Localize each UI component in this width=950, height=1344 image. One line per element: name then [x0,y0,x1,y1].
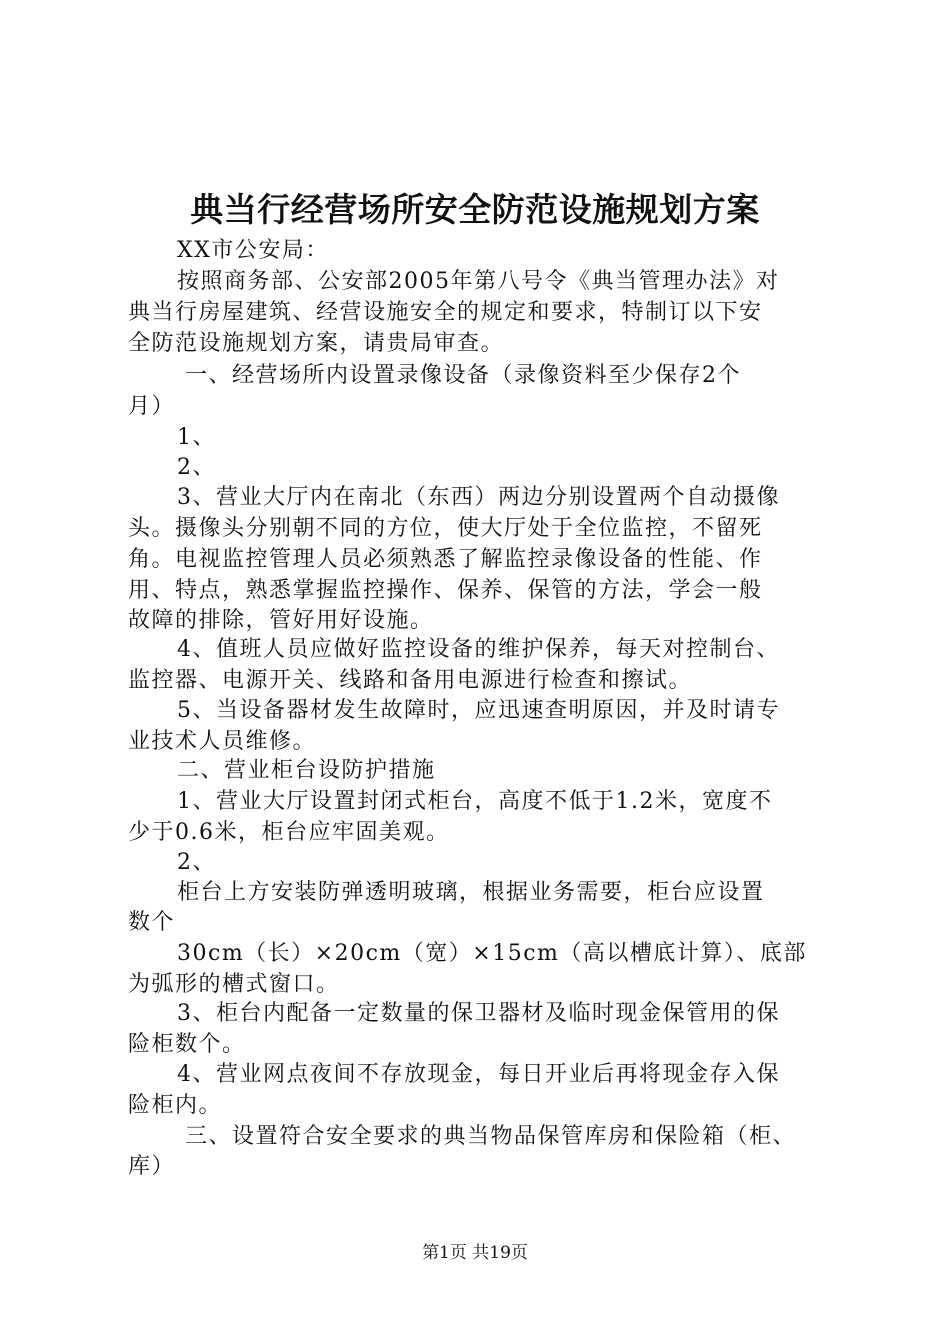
text-line: 1、营业大厅设置封闭式柜台，高度不低于1.2米，宽度不 [177,789,773,814]
text-line: 数个 [128,910,176,935]
text-line: 按照商务部、公安部2005年第八号令《典当管理办法》对 [177,269,780,294]
text-line: 月） [128,394,176,419]
text-line: 头。摄像头分别朝不同的方位，使大厅处于全位监控，不留死 [128,516,763,541]
text-line: 险柜内。 [128,1093,223,1118]
text-line: 故障的排除，管好用好设施。 [128,608,434,633]
text-line: 2、 [177,455,216,480]
text-line: 2、 [177,850,216,875]
text-line: 险柜数个。 [128,1032,246,1057]
document-title: 典当行经营场所安全防范设施规划方案 [190,190,760,229]
text-line: 4、营业网点夜间不存放现金，每日开业后再将现金存入保 [177,1062,780,1087]
text-line: 用、特点，熟悉掌握监控操作、保养、保管的方法，学会一般 [128,578,763,603]
text-line: 二、营业柜台设防护措施 [177,758,436,783]
text-line: 全防范设施规划方案，请贵局审查。 [128,331,505,356]
text-line: 三、设置符合安全要求的典当物品保管库房和保险箱（柜、 [185,1124,797,1149]
text-line: 柜台上方安装防弹透明玻璃，根据业务需要，柜台应设置 [177,880,765,905]
text-line: 4、值班人员应做好监控设备的维护保养，每天对控制台、 [177,637,780,662]
text-line: 角。电视监控管理人员必须熟悉了解监控录像设备的性能、作 [128,547,763,572]
text-line: 一、经营场所内设置录像设备（录像资料至少保存2个 [185,363,741,388]
text-line: 少于0.6米，柜台应牢固美观。 [128,820,450,845]
text-line: 监控器、电源开关、线路和备用电源进行检查和擦试。 [128,668,693,693]
text-line: 30cm（长）×20cm（宽）×15cm（高以槽底计算）、底部 [177,941,807,966]
text-line: 库） [128,1154,176,1179]
text-line: 业技术人员维修。 [128,729,317,754]
text-line: 3、柜台内配备一定数量的保卫器材及临时现金保管用的保 [177,1001,780,1026]
text-line: 为弧形的槽式窗口。 [128,972,340,997]
text-line: 3、营业大厅内在南北（东西）两边分别设置两个自动摄像 [177,485,780,510]
text-line: 5、当设备器材发生故障时，应迅速查明原因，并及时请专 [177,698,780,723]
text-line: 典当行房屋建筑、经营设施安全的规定和要求，特制订以下安 [128,300,763,325]
page-footer: 第1页 共19页 [422,1243,528,1263]
text-line: XX市公安局： [177,238,329,263]
text-line: 1、 [177,425,216,450]
